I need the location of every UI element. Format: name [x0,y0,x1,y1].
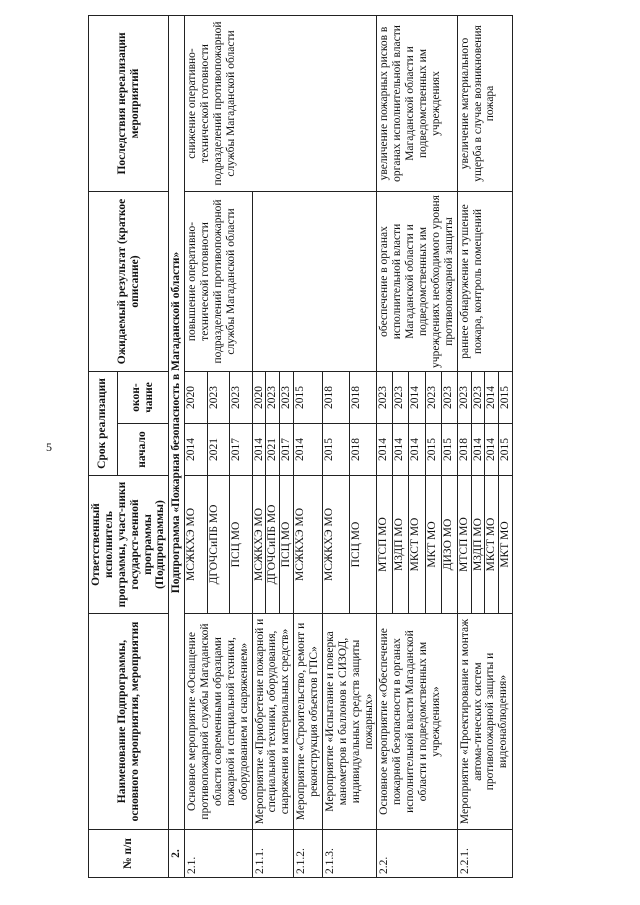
start-cell: 2017 [230,424,252,476]
start-cell: 2014 [393,424,409,476]
end-cell: 2023 [425,371,441,423]
consequences-cell: увеличение пожарных рисков в органах исполнительной власти Магаданской области и подведомственных им учреждениях [377,15,457,191]
start-cell: 2015 [441,424,457,476]
header-consequences: Последствия нереализации мероприятий [89,15,169,191]
start-cell: 2014 [252,424,266,476]
header-responsible: Ответственный исполнитель программы, участ-ники государст-венной программы (Подпрограммы) [89,476,169,614]
header-result: Ожидаемый результат (краткое описание) [89,191,169,371]
result-cell: обеспечение в органах исполнительной власти Магаданской области и подведомственных им учреждениях необходимого уровня противопожарной защиты [377,191,457,371]
start-cell: 2014 [485,424,499,476]
start-cell: 2017 [280,424,294,476]
start-cell: 2014 [377,424,393,476]
responsible-cell: МКТ МО [425,476,441,614]
end-cell: 2023 [280,371,294,423]
result-cell-empty [252,191,377,371]
responsible-cell: МСЖКХЭ МО [322,476,349,614]
section-row [169,15,185,877]
row-name: Мероприятие «Строительство, ремонт и реконструкция объектов ГПС» [294,614,323,830]
end-cell: 2015 [499,371,513,423]
row-number: 2.1.3. [322,830,377,878]
start-cell: 2014 [471,424,485,476]
responsible-cell: МТСП МО [377,476,393,614]
program-table [88,15,513,878]
result-cell: раннее обнаружение и тушение пожара, контроль помещений [457,191,513,371]
responsible-cell: МСЖКХЭ МО [294,476,323,614]
responsible-cell: ДИЗО МО [441,476,457,614]
row-number: 2.2. [377,830,457,878]
row-name: Основное мероприятие «Оснащение противопожарной службы Магаданской области современными образцами пожарной и специальной техники, оборудованием и снаряжением» [185,614,252,830]
page-number: 5 [46,440,52,454]
end-cell: 2023 [377,371,393,423]
row-number: 2.1.2. [294,830,323,878]
start-cell: 2015 [499,424,513,476]
consequences-cell: увеличение материального ущерба в случае возникновения пожара [457,15,513,191]
end-cell: 2015 [294,371,323,423]
end-cell: 2014 [485,371,499,423]
responsible-cell: МКСТ МО [409,476,425,614]
consequences-cell: снижение оперативно-технической готовности подразделений противопожарной службы Магаданской области [185,15,377,191]
responsible-cell: ДГОЧСиПБ МО [207,476,229,614]
end-cell: 2023 [207,371,229,423]
table-row [377,15,393,877]
start-cell: 2021 [207,424,229,476]
header-period: Срок реализации [89,371,118,475]
responsible-cell: МКТ МО [499,476,513,614]
row-name: Основное мероприятие «Обеспечение пожарной безопасности в органах исполнительной власти Магаданской области и подведомственных им учреждениях» [377,614,457,830]
responsible-cell: МСЖКХЭ МО [185,476,207,614]
end-cell: 2020 [185,371,207,423]
header-start: начало [117,424,169,476]
responsible-cell: ДГОЧСиПБ МО [266,476,280,614]
table-row [457,15,471,877]
responsible-cell: МТСП МО [457,476,471,614]
responsible-cell: МЗДП МО [393,476,409,614]
row-number: 2.1. [185,830,252,878]
end-cell: 2018 [322,371,349,423]
row-name: Мероприятие «Испытание и поверка манометров и баллонов к СИЗОД, индивидуальных средств защиты пожарных» [322,614,377,830]
header-num: № п/п [89,830,169,878]
responsible-cell: МСЖКХЭ МО [252,476,266,614]
end-cell: 2023 [266,371,280,423]
responsible-cell: МКСТ МО [485,476,499,614]
end-cell: 2023 [441,371,457,423]
row-name: Мероприятие «Приобретение пожарной и специальной техники, оборудования, снаряжения и материальных средств» [252,614,294,830]
start-cell: 2021 [266,424,280,476]
end-cell: 2014 [409,371,425,423]
end-cell: 2023 [230,371,252,423]
result-cell: повышение оперативно-технической готовности подразделений противопожарной службы Магаданской области [185,191,252,371]
rotated-table-container [88,16,634,878]
section-title: Подпрограмма «Пожарная безопасность в Магаданской области» [169,15,185,829]
responsible-cell: МЗДП МО [471,476,485,614]
end-cell: 2018 [350,371,377,423]
start-cell: 2015 [322,424,349,476]
responsible-cell: ПСЦ МО [350,476,377,614]
start-cell: 2014 [409,424,425,476]
responsible-cell: ПСЦ МО [230,476,252,614]
start-cell: 2014 [185,424,207,476]
row-number: 2.2.1. [457,830,513,878]
end-cell: 2023 [393,371,409,423]
header-name: Наименование Подпрограммы, основного мероприятия, мероприятия [89,614,169,830]
responsible-cell: ПСЦ МО [280,476,294,614]
start-cell: 2018 [457,424,471,476]
end-cell: 2023 [471,371,485,423]
end-cell: 2023 [457,371,471,423]
start-cell: 2014 [294,424,323,476]
row-name: Мероприятие «Проектирование и монтаж автома-тических систем противопожарной защиты и видеонаблюдения» [457,614,513,830]
start-cell: 2015 [425,424,441,476]
table-row [185,15,207,877]
row-number: 2.1.1. [252,830,294,878]
section-number: 2. [169,830,185,878]
start-cell: 2018 [350,424,377,476]
end-cell: 2020 [252,371,266,423]
header-end: окон-чание [117,371,169,423]
